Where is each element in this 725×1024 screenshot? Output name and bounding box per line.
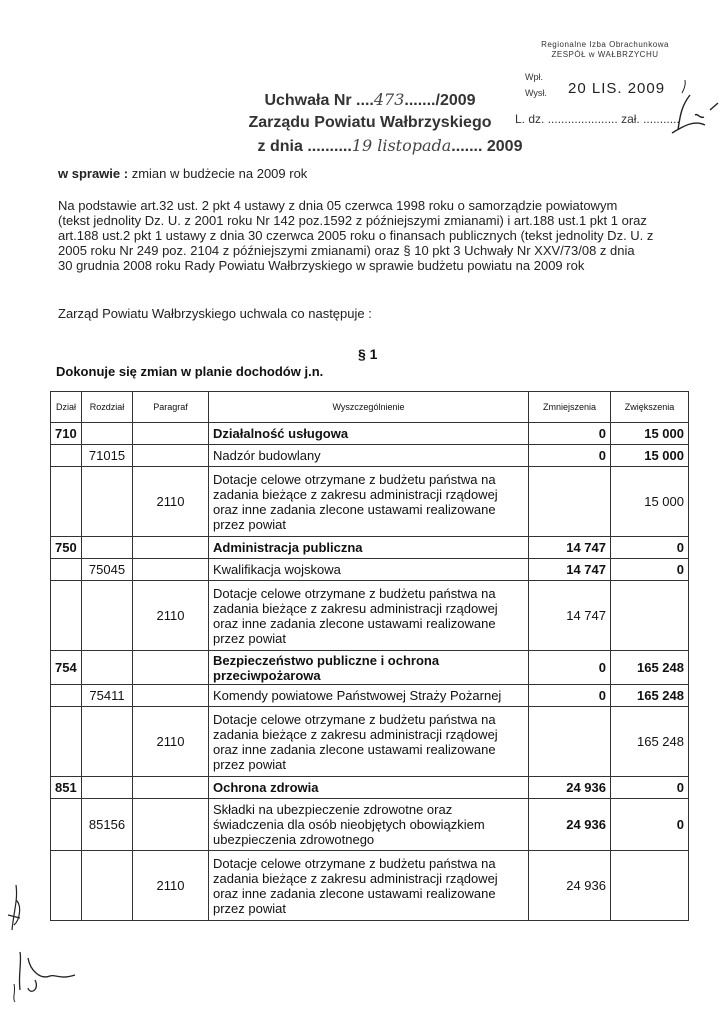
cell-dzial [51,445,82,467]
cell-zmniejszenia: 14 747 [529,559,611,581]
cell-zwiekszenia: 0 [611,559,689,581]
signatures-left-margin-icon [0,880,90,1020]
stamp-wpl-label: Wpł. [525,72,543,82]
cell-zwiekszenia: 15 000 [611,423,689,445]
cell-paragraf: 2110 [133,581,209,651]
cell-zwiekszenia: 0 [611,799,689,851]
header-paragraf: Paragraf [133,392,209,423]
table-row [51,581,689,651]
cell-rozdzial: 85156 [82,799,133,851]
table-row [51,777,689,799]
cell-dzial [51,581,82,651]
cell-rozdzial [82,537,133,559]
cell-paragraf: 2110 [133,467,209,537]
cell-rozdzial [82,467,133,537]
cell-zmniejszenia: 0 [529,423,611,445]
cell-opis: Nadzór budowlany [209,445,529,467]
cell-paragraf [133,559,209,581]
signature-top-right-icon [660,75,720,145]
cell-paragraf: 2110 [133,851,209,921]
legal-basis-line: (tekst jednolity Dz. U. z 2001 roku Nr 142 poz.1592 z późniejszymi zmianami) i art.188 ust.1 pkt 1 oraz [58,213,647,228]
table-row [51,559,689,581]
cell-opis: Bezpieczeństwo publiczne i ochrona przeciwpożarowa [209,651,529,685]
cell-opis: Dotacje celowe otrzymane z budżetu państwa na zadania bieżące z zakresu administracji rządowej oraz inne zadania zlecone ustawami realizowane przez powiat [209,467,529,537]
cell-paragraf [133,445,209,467]
table-body [51,423,689,921]
section-heading: Dokonuje się zmian w planie dochodów j.n. [56,364,324,379]
cell-rozdzial [82,777,133,799]
legal-basis-line: 2005 roku Nr 249 poz. 2104 z późniejszymi zmianami) oraz § 10 pkt 3 Uchwały Nr XXV/73/08 z dnia [58,243,635,258]
stamp-zal-label: zał. [621,112,640,126]
cell-zmniejszenia: 14 747 [529,581,611,651]
title-prefix: Uchwała Nr [264,92,352,109]
resolution-date: z dnia ..........19 listopada....... 2009 [257,136,523,155]
cell-zwiekszenia: 15 000 [611,445,689,467]
date-suffix: 2009 [486,138,523,155]
section-number: § 1 [358,346,378,362]
header-dzial: Dział [51,392,82,423]
table-header-row [51,392,689,423]
income-changes-table-wrapper [50,391,689,921]
header-zmniejszenia: Zmniejszenia [529,392,611,423]
cell-dzial: 754 [51,651,82,685]
cell-zmniejszenia: 0 [529,651,611,685]
legal-basis [58,198,688,273]
cell-paragraf [133,777,209,799]
cell-zwiekszenia: 165 248 [611,707,689,777]
board-name: Zarządu Powiatu Wałbrzyskiego [248,114,492,131]
table-row [51,423,689,445]
cell-zmniejszenia: 24 936 [529,851,611,921]
cell-opis: Komendy powiatowe Państwowej Straży Pożarnej [209,685,529,707]
table-row [51,537,689,559]
cell-rozdzial [82,707,133,777]
income-changes-table [50,391,689,921]
cell-zmniejszenia: 0 [529,685,611,707]
cell-rozdzial: 75411 [82,685,133,707]
cell-dzial [51,685,82,707]
cell-dzial [51,799,82,851]
cell-zmniejszenia: 0 [529,445,611,467]
cell-opis: Administracja publiczna [209,537,529,559]
cell-dzial: 851 [51,777,82,799]
subject-text: zmian w budżecie na 2009 rok [131,166,308,181]
cell-opis: Składki na ubezpieczenie zdrowotne oraz świadczenia dla osób nieobjętych obowiązkiem ubezpieczenia zdrowotnego [209,799,529,851]
cell-paragraf [133,423,209,445]
title-number: 473 [373,90,405,109]
resolution-title: Uchwała Nr ....473......./2009 [264,90,476,109]
cell-rozdzial [82,423,133,445]
cell-paragraf: 2110 [133,707,209,777]
table-row [51,851,689,921]
cell-dzial [51,707,82,777]
legal-basis-line: 30 grudnia 2008 roku Rady Powiatu Wałbrzyskiego w sprawie budżetu powiatu na 2009 rok [58,258,585,273]
stamp-ldz-label: L. dz. [515,112,545,126]
cell-dzial: 710 [51,423,82,445]
cell-zmniejszenia: 24 936 [529,777,611,799]
header-rozdzial: Rozdział [82,392,133,423]
subject-line [58,166,307,181]
cell-opis: Działalność usługowa [209,423,529,445]
resolves-line: Zarząd Powiatu Wałbrzyskiego uchwala co następuje : [58,306,372,321]
cell-zwiekszenia: 0 [611,777,689,799]
cell-dzial: 750 [51,537,82,559]
stamp-ldz: L. dz. ..................... zał. ........... [515,112,680,126]
legal-basis-line: Na podstawie art.32 ust. 2 pkt 4 ustawy z dnia 05 czerwca 1998 roku o samorządzie powiatowym [58,198,618,213]
cell-paragraf [133,685,209,707]
table-row [51,707,689,777]
cell-dzial [51,467,82,537]
cell-zmniejszenia: 14 747 [529,537,611,559]
table-row [51,799,689,851]
table-row [51,445,689,467]
subject-label: w sprawie : [58,166,129,181]
cell-opis: Ochrona zdrowia [209,777,529,799]
cell-zwiekszenia [611,851,689,921]
table-row [51,467,689,537]
stamp-line-1: Regionalne Izba Obrachunkowa [541,40,669,49]
cell-opis: Dotacje celowe otrzymane z budżetu państwa na zadania bieżące z zakresu administracji rządowej oraz inne zadania zlecone ustawami realizowane przez powiat [209,707,529,777]
cell-opis: Dotacje celowe otrzymane z budżetu państwa na zadania bieżące z zakresu administracji rządowej oraz inne zadania zlecone ustawami realizowane przez powiat [209,581,529,651]
date-value: 19 listopada [351,136,452,155]
legal-basis-line: art.188 ust.2 pkt 1 ustawy z dnia 30 czerwca 2005 roku o finansach publicznych (tekst jednolity Dz. U. z [58,228,654,243]
table-row [51,651,689,685]
cell-zwiekszenia: 0 [611,537,689,559]
stamp-date: 20 LIS. 2009 [568,80,666,97]
cell-rozdzial: 75045 [82,559,133,581]
cell-zwiekszenia: 165 248 [611,685,689,707]
stamp-wysl-label: Wysł. [525,88,547,98]
header-zwiekszenia: Zwiększenia [611,392,689,423]
cell-rozdzial [82,651,133,685]
cell-zwiekszenia: 165 248 [611,651,689,685]
cell-dzial [51,559,82,581]
cell-zmniejszenia [529,707,611,777]
table-row [51,685,689,707]
cell-opis: Kwalifikacja wojskowa [209,559,529,581]
stamp-line-2: ZESPÓŁ w WAŁBRZYCHU [551,50,659,59]
cell-zwiekszenia: 15 000 [611,467,689,537]
header-wyszczegolnienie: Wyszczególnienie [209,392,529,423]
cell-zwiekszenia [611,581,689,651]
cell-zmniejszenia: 24 936 [529,799,611,851]
incoming-stamp [520,40,690,60]
cell-rozdzial: 71015 [82,445,133,467]
cell-rozdzial [82,581,133,651]
date-prefix: z dnia [257,138,303,155]
cell-zmniejszenia [529,467,611,537]
title-suffix: /2009 [435,92,476,109]
cell-paragraf [133,651,209,685]
cell-paragraf [133,799,209,851]
cell-paragraf [133,537,209,559]
cell-opis: Dotacje celowe otrzymane z budżetu państwa na zadania bieżące z zakresu administracji rządowej oraz inne zadania zlecone ustawami realizowane przez powiat [209,851,529,921]
